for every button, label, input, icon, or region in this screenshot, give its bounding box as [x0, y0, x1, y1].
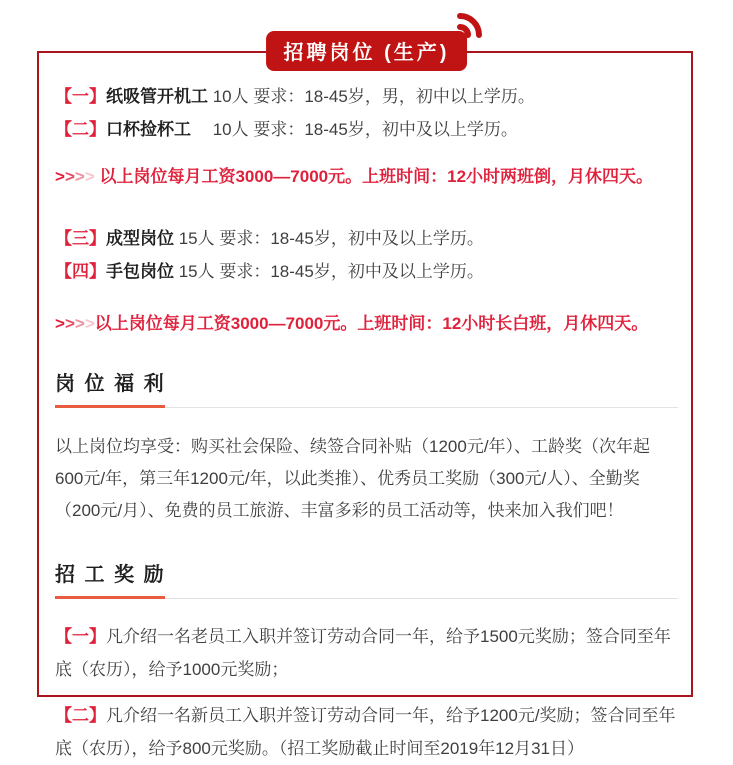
reward-index: 【二】 — [55, 706, 106, 725]
salary-highlight-day — [55, 312, 678, 336]
benefits-section-header — [55, 367, 678, 408]
job-detail: 15人 要求：18-45岁，初中及以上学历。 — [174, 262, 484, 281]
reward-index: 【一】 — [55, 627, 106, 646]
banner-title: 招聘岗位 (生产) — [266, 31, 468, 71]
divider-accent — [55, 405, 165, 408]
job-detail: 10人 要求：18-45岁，男，初中以上学历。 — [208, 87, 535, 106]
job-index: 【二】 — [55, 120, 106, 139]
rewards-heading: 招 工 奖 励 — [55, 564, 166, 586]
rewards-section-header — [55, 558, 678, 599]
salary-highlight-shift — [55, 165, 678, 189]
reward-item-1 — [55, 620, 678, 686]
salary-highlight-text: 以上岗位每月工资3000—7000元。上班时间：12小时长白班，月休四天。 — [94, 314, 649, 333]
reward-text: 凡介绍一名老员工入职并签订劳动合同一年，给予1500元奖励；签合同至年底（农历），给予1000元奖励； — [55, 627, 671, 679]
job-item-3 — [55, 222, 678, 255]
section-divider — [55, 407, 678, 408]
job-index: 【四】 — [55, 262, 106, 281]
job-list-shift — [55, 80, 678, 146]
signal-icon — [451, 5, 489, 45]
job-item-2 — [55, 113, 678, 146]
job-title: 口杯捡杯工 — [106, 120, 191, 139]
section-divider — [55, 598, 678, 599]
benefits-heading: 岗 位 福 利 — [55, 373, 166, 395]
chevron-arrows-icon: >>>> — [55, 314, 95, 333]
job-item-1 — [55, 80, 678, 113]
job-index: 【一】 — [55, 87, 106, 106]
reward-text: 凡介绍一名新员工入职并签订劳动合同一年，给予1200元/奖励；签合同至年底（农历），给予800元奖励。（招工奖励截止时间至2019年12月31日） — [55, 706, 676, 758]
job-detail: 10人 要求：18-45岁，初中及以上学历。 — [191, 120, 518, 139]
job-detail: 15人 要求：18-45岁，初中及以上学历。 — [174, 229, 484, 248]
benefits-paragraph: 以上岗位均享受：购买社会保险、续签合同补贴（1200元/年）、工龄奖（次年起600元/年，第三年1200元/年，以此类推）、优秀员工奖励（300元/人）、全勤奖（200元/月）、免费的员工旅游、丰富多彩的员工活动等，快来加入我们吧！ — [55, 437, 651, 520]
reward-item-2 — [55, 699, 678, 765]
divider-accent — [55, 596, 165, 599]
job-list-day — [55, 222, 678, 288]
job-index: 【三】 — [55, 229, 106, 248]
job-title: 成型岗位 — [106, 229, 174, 248]
job-title: 纸吸管开机工 — [106, 87, 208, 106]
poster-content — [55, 53, 678, 765]
job-item-4 — [55, 255, 678, 288]
chevron-arrows-icon: >>>> — [55, 167, 95, 186]
job-title: 手包岗位 — [106, 262, 174, 281]
salary-highlight-text: 以上岗位每月工资3000—7000元。上班时间：12小时两班倒，月休四天。 — [94, 167, 654, 186]
